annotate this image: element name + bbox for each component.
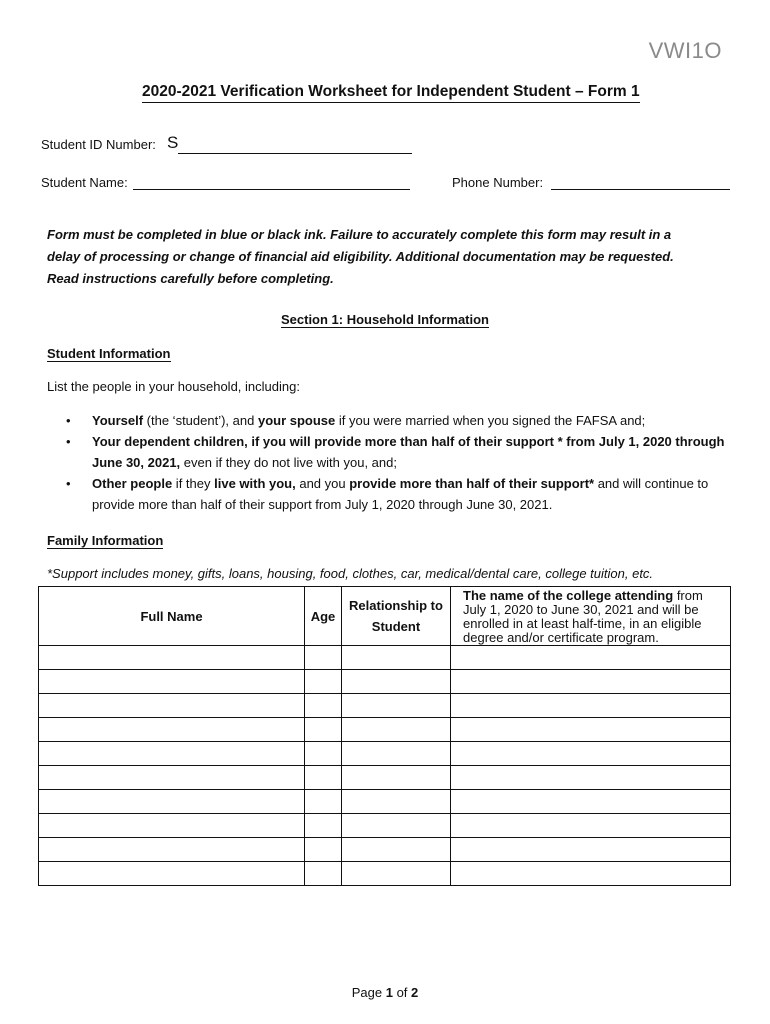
college-cell[interactable] — [451, 718, 731, 742]
relationship-cell[interactable] — [342, 718, 451, 742]
bullet-text: (the ‘student’), and — [143, 413, 258, 428]
page-total: 2 — [411, 985, 419, 1000]
age-cell[interactable] — [305, 766, 342, 790]
age-cell[interactable] — [305, 646, 342, 670]
bullet-icon: • — [66, 476, 71, 491]
age-cell[interactable] — [305, 862, 342, 886]
page-number: 1 — [385, 985, 393, 1000]
bullet-icon: • — [66, 434, 71, 449]
name-cell[interactable] — [39, 670, 305, 694]
phone-label: Phone Number: — [452, 175, 544, 190]
relationship-cell[interactable] — [342, 862, 451, 886]
relationship-cell[interactable] — [342, 790, 451, 814]
section-title — [0, 312, 770, 327]
instruction-line: Read instructions carefully before completing. — [47, 271, 334, 286]
page-title: 2020-2021 Verification Worksheet for Independent Student – Form 1 — [142, 83, 640, 103]
section-title-text: Section 1: Household Information — [280, 312, 489, 327]
bullet-text: if they — [172, 476, 215, 491]
relationship-cell[interactable] — [342, 742, 451, 766]
form-code: VWI1O — [648, 38, 722, 63]
page-prefix: Page — [351, 985, 386, 1000]
col-college-text: from July 1, 2020 to June 30, 2021 and will be enrolled in at least half-time, in an eligible degree and/or certificate program. — [463, 588, 703, 645]
table-header-row — [39, 587, 731, 646]
table-row — [39, 766, 731, 790]
age-cell[interactable] — [305, 718, 342, 742]
student-name-label: Student Name: — [41, 175, 128, 190]
phone-field[interactable] — [551, 175, 730, 190]
bullet-bold-text: Yourself — [92, 413, 144, 428]
bullet-bold-text: Your dependent children, if you will provide more than half of their support * from July 1, 2020 through June 30, 2021, — [92, 434, 725, 470]
instruction-line: Form must be completed in blue or black ink. Failure to accurately complete this form may result in a — [47, 227, 672, 242]
instruction-line: delay of processing or change of financial aid eligibility. Additional documentation may be requested. — [47, 249, 674, 264]
age-cell[interactable] — [305, 694, 342, 718]
bullet-bold-text: your spouse — [257, 413, 336, 428]
table-row — [39, 790, 731, 814]
table-row — [39, 718, 731, 742]
page-footer — [0, 985, 770, 1000]
col-college-bold: The name of the college attending — [463, 588, 674, 603]
bullet-bold-text: live with you, — [214, 476, 296, 491]
col-full-name: Full Name — [39, 587, 305, 646]
age-cell[interactable] — [305, 670, 342, 694]
name-cell[interactable] — [39, 766, 305, 790]
name-cell[interactable] — [39, 742, 305, 766]
bullet-text: if you were married when you signed the FAFSA and; — [335, 413, 646, 428]
age-cell[interactable] — [305, 742, 342, 766]
bullet-text: and will continue to provide more than half of their support from July 1, 2020 through June 30, 2021. — [92, 476, 709, 512]
name-cell[interactable] — [39, 646, 305, 670]
relationship-cell[interactable] — [342, 766, 451, 790]
college-cell[interactable] — [451, 670, 731, 694]
student-name-field[interactable] — [133, 175, 410, 190]
table-row — [39, 814, 731, 838]
relationship-cell[interactable] — [342, 694, 451, 718]
bullet-icon: • — [66, 413, 71, 428]
table-row — [39, 670, 731, 694]
list-item — [48, 431, 728, 473]
table-row — [39, 862, 731, 886]
table-row — [39, 742, 731, 766]
family-info-heading: Family Information — [47, 533, 164, 548]
college-cell[interactable] — [451, 742, 731, 766]
age-cell[interactable] — [305, 790, 342, 814]
col-relationship-line: Relationship to — [349, 598, 443, 613]
student-info-heading: Student Information — [47, 346, 171, 361]
name-cell[interactable] — [39, 862, 305, 886]
support-note: *Support includes money, gifts, loans, housing, food, clothes, car, medical/dental care, college tuition, etc. — [47, 566, 654, 581]
name-cell[interactable] — [39, 718, 305, 742]
bullet-text: and you — [295, 476, 350, 491]
college-cell[interactable] — [451, 814, 731, 838]
name-cell[interactable] — [39, 790, 305, 814]
college-cell[interactable] — [451, 838, 731, 862]
college-cell[interactable] — [451, 694, 731, 718]
name-cell[interactable] — [39, 838, 305, 862]
instructions — [47, 224, 737, 290]
age-cell[interactable] — [305, 814, 342, 838]
student-id-value: S — [167, 133, 179, 152]
list-item — [48, 473, 728, 515]
col-college — [451, 587, 731, 646]
page-of: of — [392, 985, 412, 1000]
name-cell[interactable] — [39, 694, 305, 718]
col-relationship — [342, 587, 451, 646]
bullet-text: even if they do not live with you, and; — [180, 455, 397, 470]
relationship-cell[interactable] — [342, 814, 451, 838]
student-id-field[interactable] — [178, 139, 412, 154]
college-cell[interactable] — [451, 646, 731, 670]
age-cell[interactable] — [305, 838, 342, 862]
family-table — [38, 586, 731, 886]
household-list — [48, 410, 728, 515]
college-cell[interactable] — [451, 862, 731, 886]
table-row — [39, 694, 731, 718]
name-cell[interactable] — [39, 814, 305, 838]
list-item — [48, 410, 728, 431]
table-row — [39, 646, 731, 670]
relationship-cell[interactable] — [342, 838, 451, 862]
col-relationship-line: Student — [371, 619, 421, 634]
list-intro: List the people in your household, including: — [47, 379, 300, 394]
relationship-cell[interactable] — [342, 670, 451, 694]
student-id-label: Student ID Number: — [41, 137, 156, 152]
bullet-bold-text: provide more than half of their support* — [349, 476, 595, 491]
college-cell[interactable] — [451, 790, 731, 814]
bullet-bold-text: Other people — [92, 476, 173, 491]
relationship-cell[interactable] — [342, 646, 451, 670]
college-cell[interactable] — [451, 766, 731, 790]
table-row — [39, 838, 731, 862]
col-age: Age — [305, 587, 342, 646]
